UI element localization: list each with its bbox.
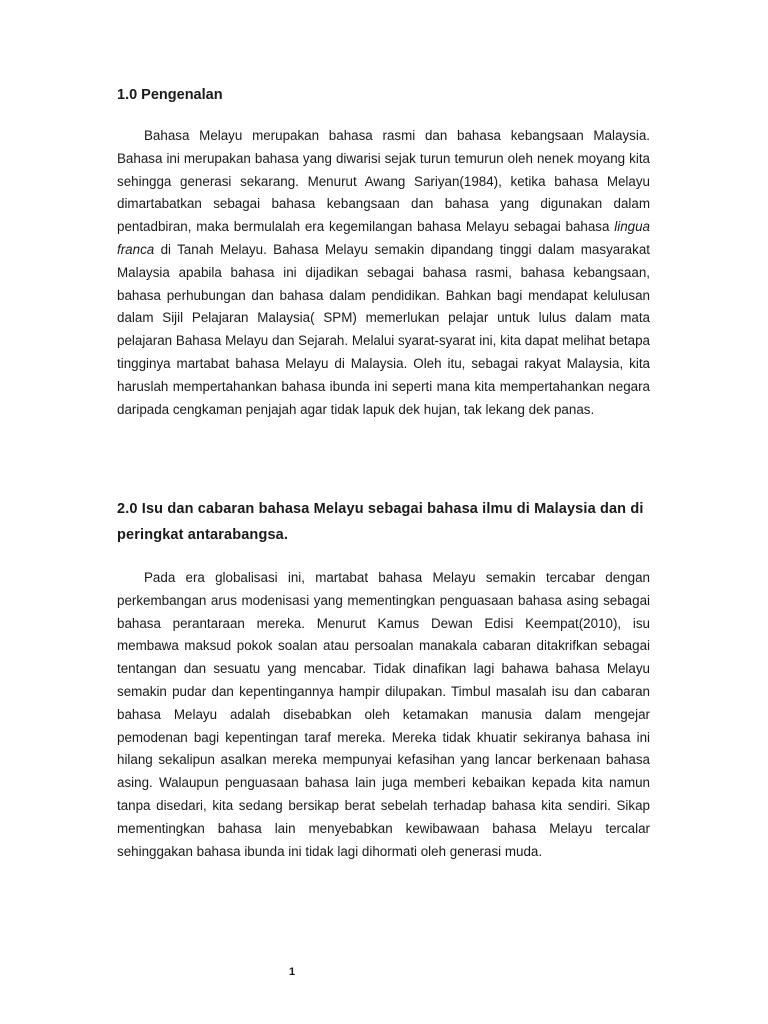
section-2-heading: 2.0 Isu dan cabaran bahasa Melayu sebagai bahasa ilmu di Malaysia dan di peringkat antarabangsa.: [117, 501, 644, 543]
page-number: 1: [289, 966, 296, 978]
section-1-text-part-1: Bahasa Melayu merupakan bahasa rasmi dan bahasa kebangsaan Malaysia. Bahasa ini merupakan bahasa yang diwarisi sejak turun temurun oleh nenek moyang kita sehingga generasi sekarang. Menurut Awang Sariyan(1984), ketika bahasa Melayu dimartabatkan sebagai bahasa kebangsaan dan bahasa yang digunakan dalam pentadbiran, maka bermulalah era kegemilangan bahasa Melayu sebagai bahasa: [117, 128, 650, 235]
section-2-text: Pada era globalisasi ini, martabat bahasa Melayu semakin tercabar dengan perkembangan arus modenisasi yang mementingkan penguasaan bahasa asing sebagai bahasa perantaraan mereka. Menurut Kamus Dewan Edisi Keempat(2010), isu membawa maksud pokok soalan atau persoalan manakala cabaran ditakrifkan sebagai tentangan dan sesuatu yang mencabar. Tidak dinafikan lagi bahawa bahasa Melayu semakin pudar dan kepentingannya hampir dilupakan. Timbul masalah isu dan cabaran bahasa Melayu adalah disebabkan oleh ketamakan manusia dalam mengejar pemodenan bagi kepentingan taraf mereka. Mereka tidak khuatir sekiranya bahasa ini hilang sekalipun asalkan mereka mempunyai kefasihan yang lancar berkenaan bahasa asing. Walaupun penguasaan bahasa lain juga memberi kebaikan kepada kita namun tanpa disedari, kita sedang bersikap berat sebelah terhadap bahasa kita sendiri. Sikap mementingkan bahasa lain menyebabkan kewibawaan bahasa Melayu tercalar sehinggakan bahasa ibunda ini tidak lagi dihormati oleh generasi muda.: [117, 570, 650, 859]
section-1-italic-term: lingua franca: [117, 219, 650, 257]
section-1-text-part-2: di Tanah Melayu. Bahasa Melayu semakin dipandang tinggi dalam masyarakat Malaysia apabila bahasa ini dijadikan sebagai bahasa rasmi, bahasa kebangsaan, bahasa perhubungan dan bahasa dalam pendidikan. Bahkan bagi mendapat kelulusan dalam Sijil Pelajaran Malaysia( SPM) memerlukan pelajar untuk lulus dalam mata pelajaran Bahasa Melayu dan Sejarah. Melalui syarat-syarat ini, kita dapat melihat betapa tingginya martabat bahasa Melayu di Malaysia. Oleh itu, sebagai rakyat Malaysia, kita haruslah mempertahankan bahasa ibunda ini seperti mana kita mempertahankan negara daripada cengkaman penjajah agar tidak lapuk dek hujan, tak lekang dek panas.: [117, 241, 650, 417]
section-2-paragraph: [117, 567, 650, 863]
section-1-paragraph: [117, 125, 650, 421]
section-1-heading: 1.0 Pengenalan: [117, 87, 223, 103]
